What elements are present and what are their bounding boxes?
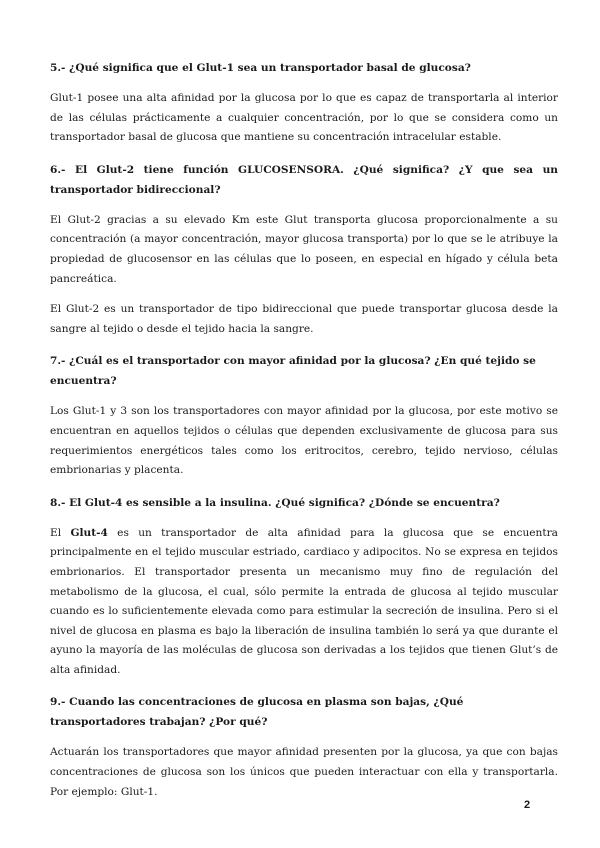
glut-4-emphasis: Glut-4 bbox=[70, 526, 108, 539]
document-page bbox=[50, 58, 558, 813]
question-9-heading: 9.- Cuando las concentraciones de glucosa en plasma son bajas, ¿Qué transportadores trabajan? ¿Por qué? bbox=[50, 696, 464, 729]
question-8-heading: 8.- El Glut-4 es sensible a la insulina. ¿Qué significa? ¿Dónde se encuentra? bbox=[50, 496, 500, 509]
answer-8-paragraph bbox=[50, 524, 558, 681]
answer-9-paragraph: Actuarán los transportadores que mayor afinidad presenten por la glucosa, ya que con bajas concentraciones de glucosa son los únicos que pueden interactuar con ella y transportarla. Por ejemplo: Glut-1. bbox=[50, 746, 558, 798]
question-6-heading: 6.- El Glut-2 tiene función GLUCOSENSORA. ¿Qué significa? ¿Y que sea un transportador bidireccional? bbox=[50, 163, 558, 196]
answer-7-paragraph: Los Glut-1 y 3 son los transportadores con mayor afinidad por la glucosa, por este motivo se encuentran en aquellos tejidos o células que dependen exclusivamente de glucosa para sus requerimientos energéticos tales como los eritrocitos, cerebro, tejido nervioso, células embrionarias y placenta. bbox=[50, 405, 558, 477]
question-5-heading: 5.- ¿Qué significa que el Glut-1 sea un transportador basal de glucosa? bbox=[50, 62, 471, 74]
page-number: 2 bbox=[523, 799, 531, 811]
answer-6-paragraph-2: El Glut-2 es un transportador de tipo bidireccional que puede transportar glucosa desde la sangre al tejido o desde el tejido hacia la sangre. bbox=[50, 303, 558, 335]
question-7-heading: 7.- ¿Cuál es el transportador con mayor afinidad por la glucosa? ¿En qué tejido se encuentra? bbox=[50, 355, 536, 388]
answer-8-prefix: El bbox=[50, 526, 71, 539]
answer-5-paragraph: Glut-1 posee una alta afinidad por la glucosa por lo que es capaz de transportarla al interior de las células prácticamente a cualquier concentración, por lo que se considera como un transportador basal de glucosa que mantiene su concentración intracelular estable. bbox=[50, 92, 558, 144]
answer-8-rest: es un transportador de alta afinidad para la glucosa que se encuentra principalmente en el tejido muscular estriado, cardiaco y adipocitos. No se expresa en tejidos embrionarios. El transportador presenta un mecanismo muy fino de regulación del metabolismo de la glucosa, el cual, sólo permite la entrada de glucosa al tejido muscular cuando es lo suficientemente elevada como para estimular la secreción de insulina. Pero si el nivel de glucosa en plasma es bajo la liberación de insulina también lo será ya que durante el ayuno la mayoría de las moléculas de glucosa son derivadas a los tejidos que tienen Glut’s de alta afinidad. bbox=[50, 526, 558, 676]
answer-6-paragraph-1: El Glut-2 gracias a su elevado Km este Glut transporta glucosa proporcionalmente a su concentración (a mayor concentración, mayor glucosa transporta) por lo que se le atribuye la propiedad de glucosensor en las células que lo poseen, en especial en hígado y célula beta pancreática. bbox=[50, 213, 558, 285]
